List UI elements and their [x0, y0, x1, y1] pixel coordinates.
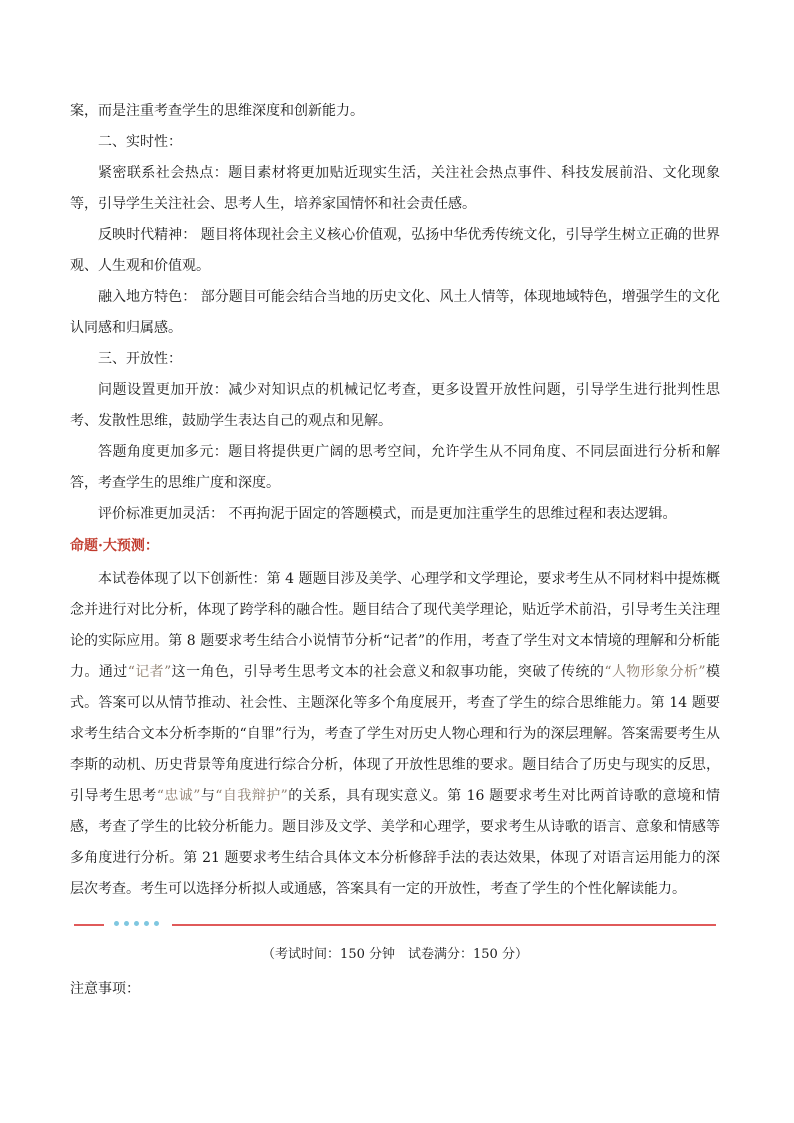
- notes-label: 注意事项：: [70, 981, 140, 997]
- prediction-seg-4: 与: [200, 788, 216, 804]
- divider-dots: [114, 921, 159, 926]
- heading-openness: 三、开放性：: [98, 351, 182, 367]
- prediction-seg-3: 模式。答案可以从情节推动、社会性、主题深化等多个角度展开，考查了学生的综合思维能力。第 14 题要求考生结合文本分析李斯的“自罪”行为，考查了学生对历史人物心理和行为的深层理解。答案需要考生从李斯的动机、历史背景等角度进行综合分析，体现了开放性思维的要求。题目结合了历史与现实的反思，引导考生思考: [70, 664, 720, 804]
- divider-dot: [114, 921, 119, 926]
- prediction-title-a: 命题: [70, 538, 98, 554]
- divider-line-right: [172, 924, 716, 926]
- exam-info: （考试时间：150 分钟 试卷满分：150 分）: [262, 947, 528, 962]
- prediction-seg-1: 本试卷体现了以下创新性：第 4 题题目涉及美学、心理学和文学理论，要求考生从不同材料中提炼概念并进行对比分析，体现了跨学科的融合性。题目结合了现代美学理论，贴近学术前沿，引导考生关注理论的实际应用。第 8 题要求考生结合小说情节分析“记者”的作用，考查了学生对文本情境的理解和分析能力。通过: [70, 571, 720, 680]
- divider-line-left: [74, 924, 104, 926]
- quote-loyalty: “忠诚”: [156, 788, 201, 804]
- prediction-seg-5: 的关系，具有现实意义。第 16 题要求考生对比两首诗歌的意境和情感，考查了学生的比较分析能力。题目涉及文学、美学和心理学，要求考生从诗歌的语言、意象和情感等多角度进行分析。第 21 题要求考生结合具体文本分析修辞手法的表达效果，体现了对语言运用能力的深层次考查。考生可以选择分析拟人或通感，答案具有一定的开放性，考查了学生的个性化解读能力。: [70, 788, 721, 897]
- paragraph-flexible-standards: 评价标准更加灵活： 不再拘泥于固定的答题模式，而是更加注重学生的思维过程和表达逻辑。: [98, 506, 677, 522]
- paragraph-diverse-angles: 答题角度更加多元：题目将提供更广阔的思考空间，允许学生从不同角度、不同层面进行分析和解答，考查学生的思维广度和深度。: [70, 444, 720, 491]
- divider-dot: [134, 921, 139, 926]
- quote-reporter: “记者”: [127, 664, 172, 680]
- paragraph-open-questions: 问题设置更加开放：减少对知识点的机械记忆考查，更多设置开放性问题，引导学生进行批判性思考、发散性思维，鼓励学生表达自己的观点和见解。: [70, 382, 720, 429]
- paragraph-local-features: 融入地方特色： 部分题目可能会结合当地的历史文化、风土人情等，体现地域特色，增强学生的文化认同感和归属感。: [70, 289, 720, 336]
- document-page: [70, 96, 720, 1001]
- divider-dot: [124, 921, 129, 926]
- prediction-seg-2: 这一角色，引导考生思考文本的社会意义和叙事功能，突破了传统的: [171, 664, 605, 680]
- paragraph-social-hotspots: 紧密联系社会热点：题目素材将更加贴近现实生活，关注社会热点事件、科技发展前沿、文化现象等，引导学生关注社会、思考人生，培养家国情怀和社会责任感。: [70, 165, 720, 212]
- heading-realtime: 二、实时性：: [98, 134, 182, 150]
- prediction-paragraph: [70, 564, 720, 905]
- prediction-title-dot: ·: [98, 538, 103, 554]
- divider-dot: [154, 921, 159, 926]
- intro-paragraph: 案，而是注重考查学生的思维深度和创新能力。: [70, 103, 364, 119]
- prediction-title: [70, 532, 720, 560]
- prediction-title-b: 大预测：: [102, 538, 159, 554]
- divider-dot: [144, 921, 149, 926]
- paragraph-times-spirit: 反映时代精神： 题目将体现社会主义核心价值观，弘扬中华优秀传统文化，引导学生树立正确的世界观、人生观和价值观。: [70, 227, 720, 274]
- quote-character-analysis: “人物形象分析”: [604, 664, 706, 680]
- section-divider: [74, 919, 716, 931]
- quote-self-defense: “自我辩护”: [215, 788, 288, 804]
